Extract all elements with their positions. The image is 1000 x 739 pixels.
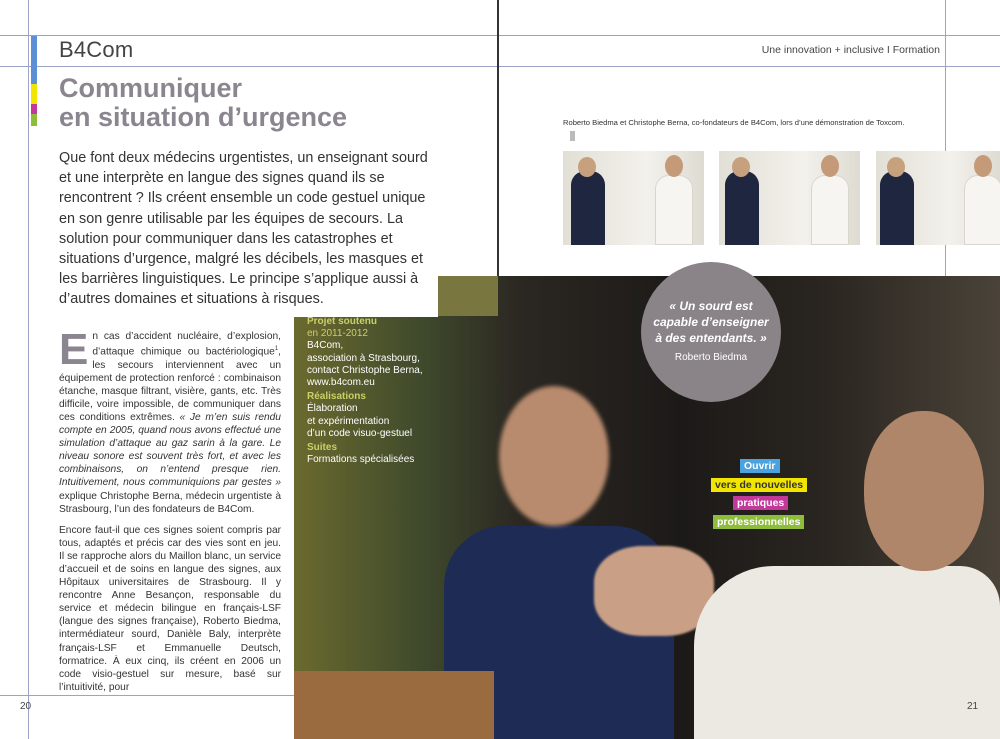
- thumbnail-2: [719, 151, 860, 245]
- photo-left-man-face: [499, 386, 609, 526]
- photo-caption: Roberto Biedma et Christophe Berna, co-fondateurs de B4Com, lors d’une démonstration de Toxcom.: [563, 118, 905, 127]
- color-bar-green: [31, 114, 37, 126]
- photo-hands: [594, 546, 714, 636]
- photo-table: [294, 671, 494, 739]
- dropcap: E: [59, 325, 89, 374]
- info-link[interactable]: www.b4com.eu: [307, 377, 375, 389]
- color-bar-blue: [31, 36, 37, 84]
- footnote-mark: 1: [274, 346, 279, 353]
- tag-new: vers de nouvelles: [711, 478, 807, 492]
- info-label-project: Projet soutenu: [307, 316, 378, 327]
- info-text: Formations spécialisées: [307, 454, 415, 466]
- body-paragraph-2: Encore faut-il que ces signes soient compris par tous, adaptés et précis car des vies sont en jeu. Il se rapproche alors du Maillon blanc, un service d’accueil et de soins en langue des signes, aux Hôpitaux universitaires de Strasbourg. Il y rencontre Anne Besançon, responsable du service et médecin bilingue en français-LSF (langue des signes française), Roberto Biedma, intermédiateur sourd, Danièle Baly, interprète français-LSF et Emmanuelle Deutsch, formatrice. À eux cinq, ils créent en 2006 un code visio-gestuel sur mesure, basé sur l’intuitivité, pour: [59, 524, 281, 693]
- page-number-left: 20: [20, 701, 32, 712]
- body-quote: « Je m’en suis rendu compte en 2005, quand nous avons effectué une simulation d’attaque au gaz sarin à la gare. Le niveau sonore est souvent très fort, et avec les combinaisons, on n’entend presque rien. Intuitivement, nous communiquions par gestes »: [59, 411, 281, 489]
- pull-quote-author: Roberto Biedma: [674, 352, 748, 363]
- info-label-achievements: Réalisations: [307, 391, 366, 403]
- section-title: B4Com: [59, 37, 134, 62]
- info-text: Élaboration: [307, 403, 358, 415]
- left-margin-rule: [28, 0, 29, 739]
- thumbnail-3: [876, 151, 1000, 245]
- thumbnail-1: [563, 151, 704, 245]
- info-text: et expérimentation: [307, 415, 390, 427]
- top-rule: [0, 35, 1000, 36]
- pull-quote-line: capable d’enseigner: [653, 315, 769, 329]
- headline-line-1: Communiquer: [59, 73, 243, 103]
- page-number-right: 21: [967, 701, 979, 712]
- tag-professional: professionnelles: [713, 515, 804, 529]
- headline-line-2: en situation d’urgence: [59, 102, 348, 132]
- info-text: association à Strasbourg,: [307, 352, 420, 364]
- pull-quote-line: à des entendants. »: [655, 331, 767, 345]
- pull-quote: [641, 262, 781, 402]
- caption-marker: [570, 131, 575, 141]
- project-info-box: [294, 316, 432, 468]
- info-text: contact Christophe Berna,: [307, 364, 423, 376]
- headline: [59, 74, 419, 132]
- info-label-follow-up: Suites: [307, 442, 338, 454]
- info-text: d’un code visuo-gestuel: [307, 427, 413, 439]
- photo-right-man-shirt: [694, 566, 1000, 739]
- color-bar-magenta: [31, 104, 37, 114]
- color-bar-yellow: [31, 84, 37, 104]
- header-rule: [0, 66, 1000, 67]
- info-text: B4Com,: [307, 340, 344, 352]
- running-head: Une innovation + inclusive I Formation: [761, 44, 940, 56]
- info-text: en 2011-2012: [307, 328, 368, 340]
- tag-practices: pratiques: [733, 496, 788, 510]
- tag-open: Ouvrir: [740, 459, 780, 473]
- photo-right-man-face: [864, 411, 984, 571]
- body-paragraph-1: En cas d’accident nucléaire, d’explosion, d’attaque chimique ou bactériologique$^1$, les secours interviennent avec un équipement de protection renforcé : combinaison étanche, masque filtrant, visière, gants, etc. Très difficile, voire impossible, de communiquer dans ces conditions extrêmes. « Je m’en suis rendu compte en 2005, quand nous avons effectué une simulation d’attaque au gaz sarin à la gare. Le niveau sonore est souvent très fort, et avec les combinaisons, on n’entend presque rien. Intuitivement, nous communiquions par gestes » explique Christophe Berna, médecin urgentiste à Strasbourg, l’un des fondateurs de B4Com.: [59, 325, 281, 515]
- photo-top-extension: [436, 276, 498, 316]
- body-column: [59, 325, 281, 702]
- lead-paragraph: Que font deux médecins urgentistes, un enseignant sourd et une interprète en langue des signes quand ils se rencontrent ? Ils créent ensemble un code gestuel unique en son genre utilisable par les équipes de secours. La solution pour communiquer dans les catastrophes et situations d’urgence, malgré les décibels, les masques et les barrières linguistiques. Le principe s’applique aussi à d’autres domaines et situations à risques.: [59, 150, 428, 308]
- pull-quote-line: « Un sourd est: [669, 299, 753, 313]
